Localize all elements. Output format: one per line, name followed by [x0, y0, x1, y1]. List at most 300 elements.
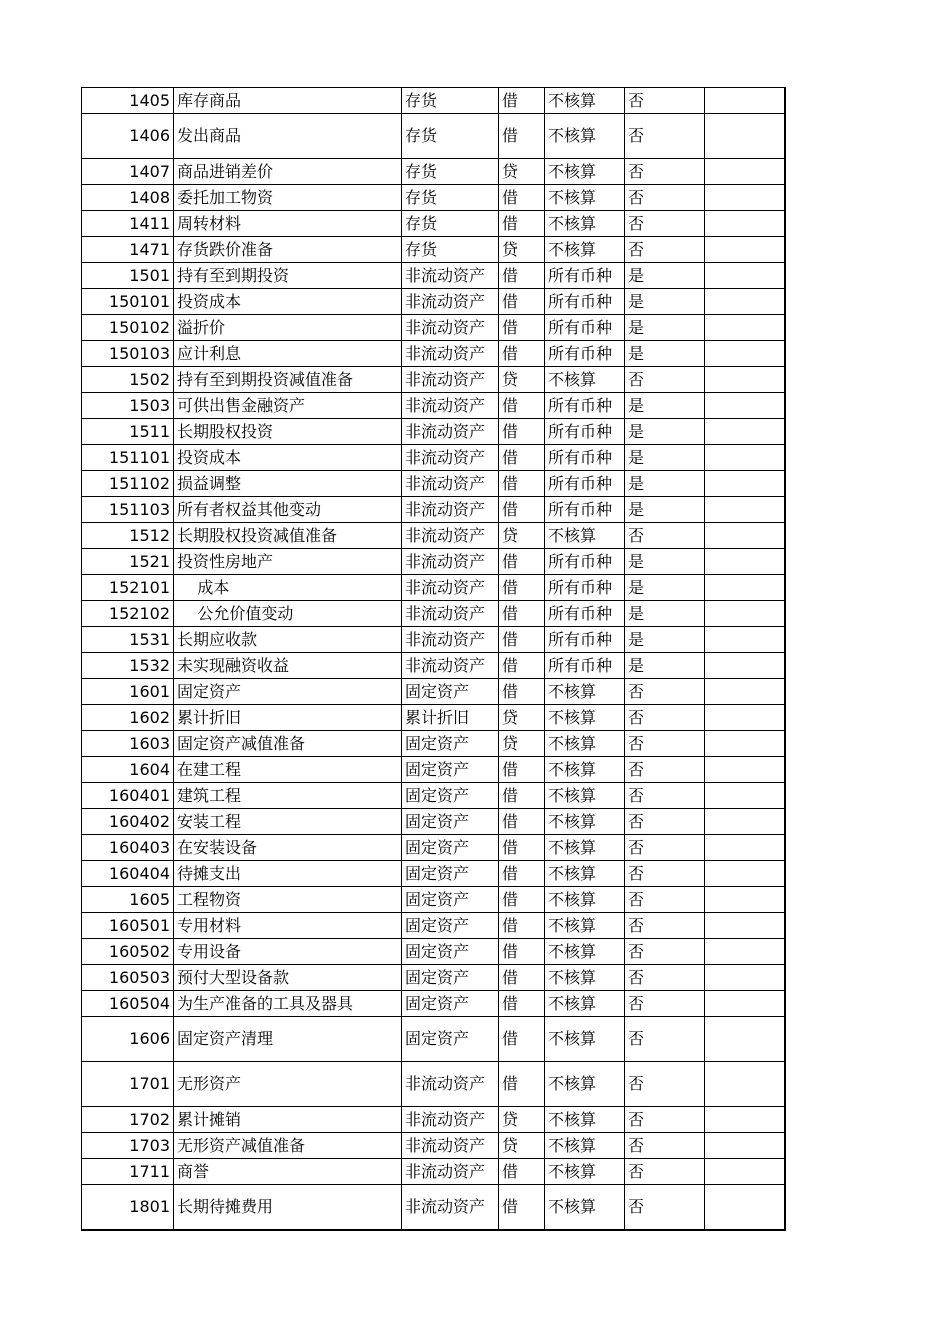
account-category-cell: 非流动资产 [402, 497, 499, 523]
currency-accounting-cell: 所有币种 [545, 393, 625, 419]
account-category-cell: 固定资产 [402, 965, 499, 991]
account-code-cell: 160502 [82, 939, 174, 965]
empty-cell [705, 653, 785, 679]
table-row [82, 757, 785, 783]
account-category-cell: 非流动资产 [402, 575, 499, 601]
account-code-cell: 150103 [82, 341, 174, 367]
balance-direction-cell: 借 [499, 783, 545, 809]
table-row [82, 1133, 785, 1159]
flag-cell: 是 [625, 497, 705, 523]
account-name-cell: 专用材料 [174, 913, 402, 939]
flag-cell: 否 [625, 211, 705, 237]
flag-cell: 否 [625, 835, 705, 861]
flag-cell: 否 [625, 731, 705, 757]
account-category-cell: 非流动资产 [402, 315, 499, 341]
table-row [82, 939, 785, 965]
empty-cell [705, 679, 785, 705]
account-name-cell: 待摊支出 [174, 861, 402, 887]
account-code-cell: 1512 [82, 523, 174, 549]
flag-cell: 否 [625, 237, 705, 263]
table-row [82, 471, 785, 497]
account-code-cell: 160402 [82, 809, 174, 835]
account-code-cell: 151103 [82, 497, 174, 523]
account-code-cell: 160503 [82, 965, 174, 991]
currency-accounting-cell: 不核算 [545, 1159, 625, 1185]
account-name-cell: 成本 [174, 575, 402, 601]
account-category-cell: 固定资产 [402, 1017, 499, 1062]
empty-cell [705, 705, 785, 731]
balance-direction-cell: 借 [499, 549, 545, 575]
account-code-cell: 1606 [82, 1017, 174, 1062]
account-category-cell: 非流动资产 [402, 1062, 499, 1107]
balance-direction-cell: 借 [499, 114, 545, 159]
empty-cell [705, 237, 785, 263]
table-row [82, 523, 785, 549]
flag-cell: 否 [625, 861, 705, 887]
account-name-cell: 长期股权投资 [174, 419, 402, 445]
account-code-cell: 1521 [82, 549, 174, 575]
balance-direction-cell: 借 [499, 601, 545, 627]
balance-direction-cell: 借 [499, 315, 545, 341]
currency-accounting-cell: 不核算 [545, 731, 625, 757]
currency-accounting-cell: 不核算 [545, 211, 625, 237]
currency-accounting-cell: 不核算 [545, 1185, 625, 1230]
flag-cell: 否 [625, 913, 705, 939]
table-row [82, 185, 785, 211]
balance-direction-cell: 借 [499, 1062, 545, 1107]
account-name-cell: 发出商品 [174, 114, 402, 159]
balance-direction-cell: 借 [499, 263, 545, 289]
account-name-cell: 累计摊销 [174, 1107, 402, 1133]
empty-cell [705, 783, 785, 809]
account-name-cell: 应计利息 [174, 341, 402, 367]
balance-direction-cell: 借 [499, 289, 545, 315]
currency-accounting-cell: 不核算 [545, 835, 625, 861]
empty-cell [705, 939, 785, 965]
account-code-cell: 1471 [82, 237, 174, 263]
balance-direction-cell: 借 [499, 1159, 545, 1185]
account-code-cell: 151102 [82, 471, 174, 497]
balance-direction-cell: 借 [499, 939, 545, 965]
table-row [82, 705, 785, 731]
currency-accounting-cell: 不核算 [545, 809, 625, 835]
account-code-cell: 1408 [82, 185, 174, 211]
table-row [82, 835, 785, 861]
account-name-cell: 固定资产 [174, 679, 402, 705]
balance-direction-cell: 借 [499, 965, 545, 991]
empty-cell [705, 523, 785, 549]
account-name-cell: 在建工程 [174, 757, 402, 783]
account-category-cell: 非流动资产 [402, 1159, 499, 1185]
account-category-cell: 非流动资产 [402, 393, 499, 419]
account-code-cell: 160504 [82, 991, 174, 1017]
empty-cell [705, 601, 785, 627]
account-code-cell: 151101 [82, 445, 174, 471]
currency-accounting-cell: 不核算 [545, 1133, 625, 1159]
balance-direction-cell: 贷 [499, 523, 545, 549]
currency-accounting-cell: 不核算 [545, 991, 625, 1017]
account-code-cell: 1605 [82, 887, 174, 913]
table-row [82, 445, 785, 471]
empty-cell [705, 757, 785, 783]
currency-accounting-cell: 所有币种 [545, 419, 625, 445]
currency-accounting-cell: 不核算 [545, 965, 625, 991]
account-name-cell: 未实现融资收益 [174, 653, 402, 679]
account-name-cell: 周转材料 [174, 211, 402, 237]
balance-direction-cell: 借 [499, 419, 545, 445]
account-category-cell: 固定资产 [402, 861, 499, 887]
balance-direction-cell: 借 [499, 835, 545, 861]
currency-accounting-cell: 所有币种 [545, 289, 625, 315]
account-category-cell: 存货 [402, 211, 499, 237]
table-row [82, 315, 785, 341]
flag-cell: 否 [625, 367, 705, 393]
currency-accounting-cell: 不核算 [545, 913, 625, 939]
account-code-cell: 160403 [82, 835, 174, 861]
balance-direction-cell: 借 [499, 1185, 545, 1230]
account-category-cell: 固定资产 [402, 783, 499, 809]
flag-cell: 是 [625, 393, 705, 419]
account-name-cell: 长期应收款 [174, 627, 402, 653]
empty-cell [705, 965, 785, 991]
empty-cell [705, 211, 785, 237]
empty-cell [705, 367, 785, 393]
empty-cell [705, 1185, 785, 1230]
account-code-cell: 1702 [82, 1107, 174, 1133]
empty-cell [705, 315, 785, 341]
account-code-cell: 150101 [82, 289, 174, 315]
table-row [82, 913, 785, 939]
flag-cell: 是 [625, 419, 705, 445]
account-category-cell: 非流动资产 [402, 419, 499, 445]
empty-cell [705, 445, 785, 471]
balance-direction-cell: 贷 [499, 731, 545, 757]
account-category-cell: 固定资产 [402, 679, 499, 705]
account-name-cell: 无形资产 [174, 1062, 402, 1107]
empty-cell [705, 991, 785, 1017]
currency-accounting-cell: 不核算 [545, 783, 625, 809]
empty-cell [705, 185, 785, 211]
table-row [82, 263, 785, 289]
balance-direction-cell: 借 [499, 497, 545, 523]
account-name-cell: 存货跌价准备 [174, 237, 402, 263]
account-code-cell: 1531 [82, 627, 174, 653]
currency-accounting-cell: 所有币种 [545, 653, 625, 679]
balance-direction-cell: 借 [499, 393, 545, 419]
flag-cell: 是 [625, 601, 705, 627]
table-row [82, 1017, 785, 1062]
account-category-cell: 固定资产 [402, 809, 499, 835]
balance-direction-cell: 贷 [499, 705, 545, 731]
flag-cell: 否 [625, 523, 705, 549]
account-code-cell: 1405 [82, 88, 174, 114]
currency-accounting-cell: 不核算 [545, 159, 625, 185]
balance-direction-cell: 借 [499, 471, 545, 497]
account-name-cell: 持有至到期投资减值准备 [174, 367, 402, 393]
balance-direction-cell: 贷 [499, 159, 545, 185]
account-name-cell: 长期股权投资减值准备 [174, 523, 402, 549]
account-name-cell: 持有至到期投资 [174, 263, 402, 289]
account-category-cell: 非流动资产 [402, 653, 499, 679]
table-row [82, 1107, 785, 1133]
balance-direction-cell: 借 [499, 211, 545, 237]
empty-cell [705, 1159, 785, 1185]
currency-accounting-cell: 所有币种 [545, 263, 625, 289]
balance-direction-cell: 借 [499, 341, 545, 367]
account-table [81, 87, 786, 1231]
flag-cell: 是 [625, 341, 705, 367]
balance-direction-cell: 贷 [499, 1133, 545, 1159]
account-code-cell: 152101 [82, 575, 174, 601]
table-row [82, 965, 785, 991]
flag-cell: 是 [625, 653, 705, 679]
flag-cell: 否 [625, 1133, 705, 1159]
currency-accounting-cell: 所有币种 [545, 471, 625, 497]
account-code-cell: 1503 [82, 393, 174, 419]
table-row [82, 731, 785, 757]
empty-cell [705, 887, 785, 913]
empty-cell [705, 393, 785, 419]
table-row [82, 679, 785, 705]
account-category-cell: 累计折旧 [402, 705, 499, 731]
account-code-cell: 1407 [82, 159, 174, 185]
account-name-cell: 在安装设备 [174, 835, 402, 861]
currency-accounting-cell: 不核算 [545, 237, 625, 263]
account-code-cell: 1602 [82, 705, 174, 731]
account-name-cell: 溢折价 [174, 315, 402, 341]
account-name-cell: 安装工程 [174, 809, 402, 835]
account-name-cell: 固定资产减值准备 [174, 731, 402, 757]
balance-direction-cell: 借 [499, 88, 545, 114]
currency-accounting-cell: 不核算 [545, 757, 625, 783]
balance-direction-cell: 借 [499, 575, 545, 601]
balance-direction-cell: 借 [499, 679, 545, 705]
account-name-cell: 长期待摊费用 [174, 1185, 402, 1230]
flag-cell: 否 [625, 1107, 705, 1133]
account-name-cell: 建筑工程 [174, 783, 402, 809]
balance-direction-cell: 借 [499, 991, 545, 1017]
account-name-cell: 损益调整 [174, 471, 402, 497]
table-row [82, 367, 785, 393]
empty-cell [705, 1017, 785, 1062]
currency-accounting-cell: 不核算 [545, 523, 625, 549]
account-code-cell: 152102 [82, 601, 174, 627]
currency-accounting-cell: 不核算 [545, 1062, 625, 1107]
table-row [82, 627, 785, 653]
account-category-cell: 非流动资产 [402, 523, 499, 549]
balance-direction-cell: 借 [499, 445, 545, 471]
flag-cell: 否 [625, 1159, 705, 1185]
account-name-cell: 商品进销差价 [174, 159, 402, 185]
empty-cell [705, 114, 785, 159]
table-row [82, 88, 785, 114]
account-code-cell: 1801 [82, 1185, 174, 1230]
flag-cell: 否 [625, 887, 705, 913]
currency-accounting-cell: 不核算 [545, 88, 625, 114]
account-name-cell: 委托加工物资 [174, 185, 402, 211]
account-name-cell: 工程物资 [174, 887, 402, 913]
account-category-cell: 存货 [402, 159, 499, 185]
account-name-cell: 累计折旧 [174, 705, 402, 731]
empty-cell [705, 809, 785, 835]
empty-cell [705, 549, 785, 575]
table-row [82, 289, 785, 315]
flag-cell: 否 [625, 991, 705, 1017]
table-row [82, 549, 785, 575]
table-row [82, 991, 785, 1017]
empty-cell [705, 861, 785, 887]
account-code-cell: 1701 [82, 1062, 174, 1107]
account-name-cell: 库存商品 [174, 88, 402, 114]
table-row [82, 783, 785, 809]
account-name-cell: 固定资产清理 [174, 1017, 402, 1062]
account-code-cell: 1604 [82, 757, 174, 783]
flag-cell: 否 [625, 783, 705, 809]
table-row [82, 1062, 785, 1107]
account-code-cell: 160404 [82, 861, 174, 887]
currency-accounting-cell: 所有币种 [545, 549, 625, 575]
empty-cell [705, 731, 785, 757]
currency-accounting-cell: 不核算 [545, 679, 625, 705]
empty-cell [705, 627, 785, 653]
empty-cell [705, 471, 785, 497]
account-category-cell: 固定资产 [402, 835, 499, 861]
table-row [82, 341, 785, 367]
balance-direction-cell: 借 [499, 185, 545, 211]
currency-accounting-cell: 不核算 [545, 1017, 625, 1062]
currency-accounting-cell: 所有币种 [545, 315, 625, 341]
account-category-cell: 存货 [402, 185, 499, 211]
currency-accounting-cell: 所有币种 [545, 575, 625, 601]
account-category-cell: 非流动资产 [402, 341, 499, 367]
account-name-cell: 为生产准备的工具及器具 [174, 991, 402, 1017]
flag-cell: 是 [625, 445, 705, 471]
flag-cell: 是 [625, 263, 705, 289]
account-code-cell: 160401 [82, 783, 174, 809]
account-name-cell: 专用设备 [174, 939, 402, 965]
account-code-cell: 1502 [82, 367, 174, 393]
account-category-cell: 固定资产 [402, 757, 499, 783]
account-code-cell: 1603 [82, 731, 174, 757]
table-row [82, 114, 785, 159]
account-code-cell: 1511 [82, 419, 174, 445]
balance-direction-cell: 贷 [499, 237, 545, 263]
currency-accounting-cell: 不核算 [545, 1107, 625, 1133]
balance-direction-cell: 贷 [499, 367, 545, 393]
flag-cell: 否 [625, 88, 705, 114]
flag-cell: 是 [625, 627, 705, 653]
account-name-cell: 所有者权益其他变动 [174, 497, 402, 523]
currency-accounting-cell: 不核算 [545, 939, 625, 965]
flag-cell: 否 [625, 809, 705, 835]
flag-cell: 是 [625, 289, 705, 315]
currency-accounting-cell: 所有币种 [545, 627, 625, 653]
currency-accounting-cell: 所有币种 [545, 601, 625, 627]
account-category-cell: 固定资产 [402, 913, 499, 939]
account-category-cell: 非流动资产 [402, 289, 499, 315]
table-row [82, 419, 785, 445]
account-category-cell: 非流动资产 [402, 627, 499, 653]
account-category-cell: 非流动资产 [402, 549, 499, 575]
flag-cell: 是 [625, 549, 705, 575]
account-code-cell: 1406 [82, 114, 174, 159]
currency-accounting-cell: 不核算 [545, 367, 625, 393]
empty-cell [705, 1062, 785, 1107]
flag-cell: 否 [625, 965, 705, 991]
empty-cell [705, 341, 785, 367]
empty-cell [705, 913, 785, 939]
table-row [82, 159, 785, 185]
balance-direction-cell: 借 [499, 861, 545, 887]
empty-cell [705, 419, 785, 445]
account-code-cell: 1411 [82, 211, 174, 237]
account-code-cell: 1532 [82, 653, 174, 679]
account-code-cell: 160501 [82, 913, 174, 939]
empty-cell [705, 1133, 785, 1159]
account-category-cell: 非流动资产 [402, 1133, 499, 1159]
flag-cell: 否 [625, 679, 705, 705]
balance-direction-cell: 借 [499, 809, 545, 835]
account-name-cell: 投资性房地产 [174, 549, 402, 575]
flag-cell: 否 [625, 1062, 705, 1107]
account-name-cell: 投资成本 [174, 289, 402, 315]
table-row [82, 653, 785, 679]
table-row [82, 601, 785, 627]
account-category-cell: 存货 [402, 114, 499, 159]
flag-cell: 否 [625, 939, 705, 965]
account-category-cell: 非流动资产 [402, 263, 499, 289]
empty-cell [705, 497, 785, 523]
account-category-cell: 非流动资产 [402, 471, 499, 497]
table-row [82, 393, 785, 419]
table-row [82, 575, 785, 601]
balance-direction-cell: 借 [499, 913, 545, 939]
currency-accounting-cell: 不核算 [545, 114, 625, 159]
account-table-body [82, 88, 785, 1230]
flag-cell: 否 [625, 1185, 705, 1230]
empty-cell [705, 159, 785, 185]
flag-cell: 否 [625, 185, 705, 211]
account-code-cell: 1601 [82, 679, 174, 705]
account-category-cell: 固定资产 [402, 887, 499, 913]
account-category-cell: 非流动资产 [402, 1185, 499, 1230]
table-row [82, 1159, 785, 1185]
account-code-cell: 1703 [82, 1133, 174, 1159]
account-name-cell: 投资成本 [174, 445, 402, 471]
table-row [82, 887, 785, 913]
flag-cell: 是 [625, 315, 705, 341]
account-category-cell: 非流动资产 [402, 1107, 499, 1133]
account-category-cell: 存货 [402, 88, 499, 114]
account-code-cell: 150102 [82, 315, 174, 341]
balance-direction-cell: 借 [499, 627, 545, 653]
flag-cell: 否 [625, 114, 705, 159]
empty-cell [705, 88, 785, 114]
account-category-cell: 固定资产 [402, 939, 499, 965]
empty-cell [705, 835, 785, 861]
table-row [82, 211, 785, 237]
currency-accounting-cell: 不核算 [545, 705, 625, 731]
balance-direction-cell: 贷 [499, 1107, 545, 1133]
account-name-cell: 商誉 [174, 1159, 402, 1185]
account-category-cell: 非流动资产 [402, 445, 499, 471]
account-code-cell: 1501 [82, 263, 174, 289]
empty-cell [705, 289, 785, 315]
currency-accounting-cell: 不核算 [545, 887, 625, 913]
table-row [82, 237, 785, 263]
account-name-cell: 公允价值变动 [174, 601, 402, 627]
empty-cell [705, 263, 785, 289]
